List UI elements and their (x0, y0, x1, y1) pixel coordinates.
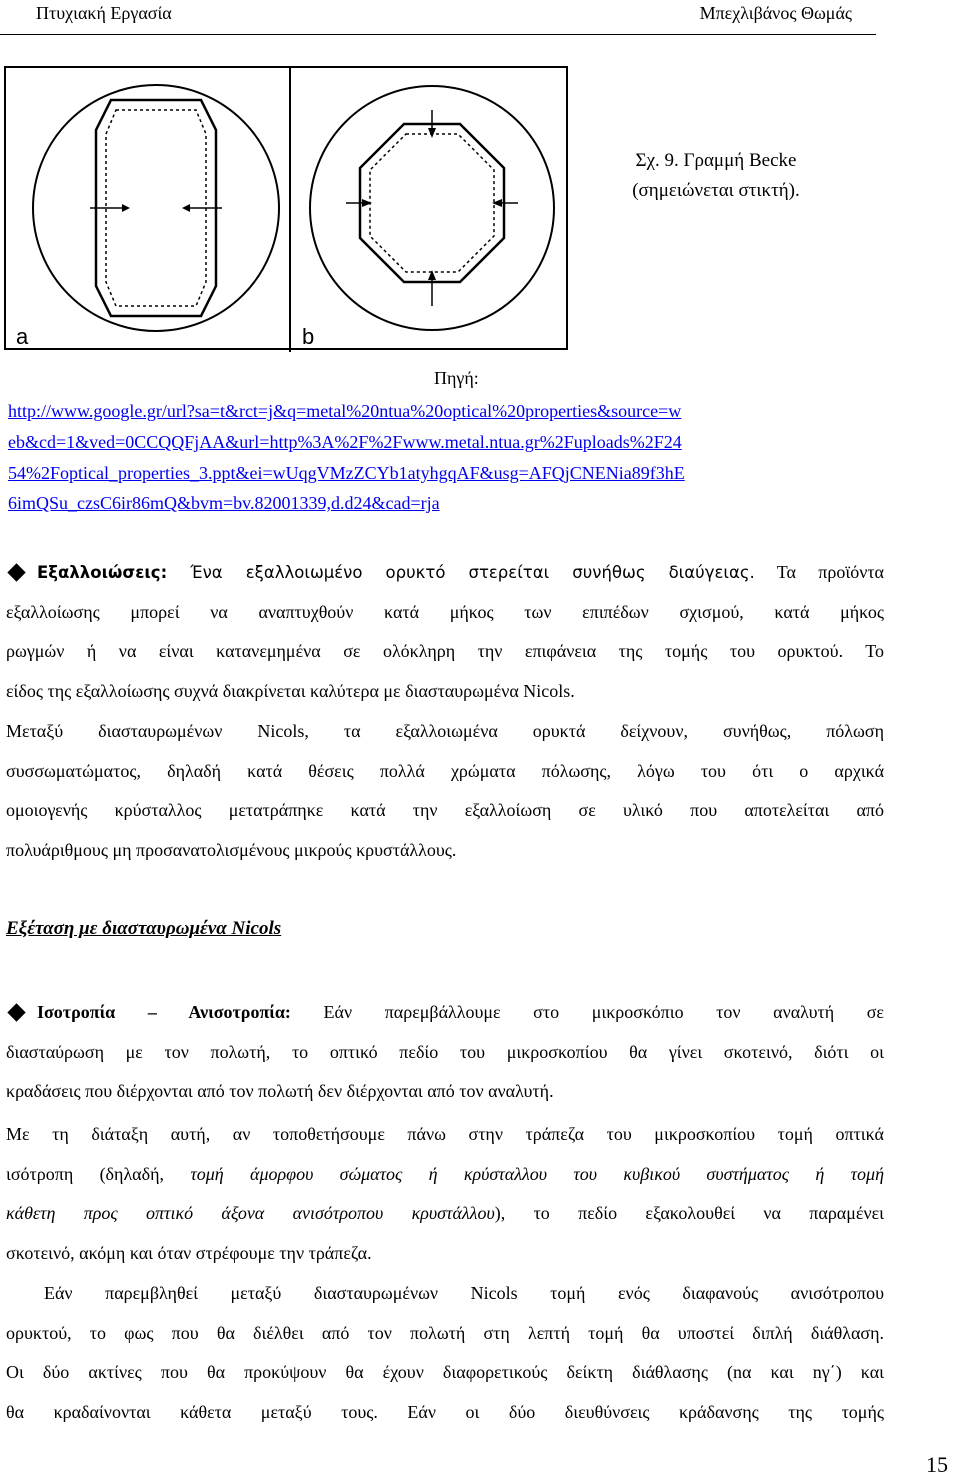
becke-line-b (370, 134, 494, 272)
arrangement-line: σκοτεινό, ακόμη και όταν στρέφουμε την τράπεζα. (6, 1242, 372, 1263)
crossed-line: ομοιογενής κρύσταλλος μετατράπηκε κατά την εξαλλοίωση σε υλικό που αποτελείται από (6, 800, 884, 820)
becke-line-figure (4, 66, 568, 350)
field-circle-a (33, 85, 279, 331)
source-label: Πηγή: (434, 368, 479, 388)
arrow-b-left (362, 199, 372, 207)
isotropy-intro: Εάν παρεμβάλλουμε στο μικροσκόπιο τον αναλυτή σε (323, 1002, 884, 1022)
arrow-b-top (428, 128, 436, 138)
crossed-line: συσσωματώματος, δηλαδή κατά θέσεις πολλά χρώματα πόλωσης, λόγω του ότι ο αρχικά (6, 760, 884, 781)
arrow-a-right (182, 204, 190, 212)
figure-caption (606, 146, 826, 206)
caption-line-2: (σημειώνεται στικτή). (632, 180, 800, 201)
anisotropic-line: Εάν παρεμβληθεί μεταξύ διασταυρωμένων Nicols τομή ενός διαφανούς ανισότροπου (44, 1283, 884, 1303)
diamond-bullet-icon (7, 1004, 25, 1022)
alteration-paragraph (6, 553, 884, 711)
source-url-line[interactable]: eb&cd=1&ved=0CCQQFjAA&url=http%3A%2F%2Fwww.metal.ntua.gr%2Fuploads%2F24 (8, 432, 682, 452)
becke-line-diagram (6, 68, 570, 352)
anisotropic-paragraph (6, 1274, 884, 1432)
alteration-intro: Ένα εξαλλοιωμένο ορυκτό στερείται συνήθως διαύγειας. (190, 563, 755, 582)
caption-line-1: Σχ. 9. Γραμμή Becke (635, 150, 797, 171)
crossed-nicols-paragraph (6, 712, 884, 870)
isotropy-line: κραδάσεις που διέρχονται από τον πολωτή δεν διέρχονται από τον αναλυτή. (6, 1081, 554, 1101)
alteration-line: είδος της εξαλλοίωσης συχνά διακρίνεται καλύτερα με διασταυρωμένα Nicols. (6, 680, 575, 701)
crossed-line: Μεταξύ διασταυρωμένων Nicols, τα εξαλλοιωμένα ορυκτά δείχνουν, συνήθως, πόλωση (6, 721, 884, 741)
source-url-line[interactable]: 6imQSu_czsC6ir86mQ&bvm=bv.82001339,d.d24&cad=rja (8, 493, 440, 513)
anisotropic-line: Οι δύο ακτίνες που θα προκύψουν θα έχουν διαφορετικούς δείκτη διάθλασης (nα και nγ΄) και (6, 1362, 884, 1382)
arrangement-line: Με τη διάταξη αυτή, αν τοποθετήσουμε πάνω στην τράπεζα του μικροσκοπίου τομή οπτικά (6, 1124, 884, 1144)
alteration-line: εξαλλοίωσης μπορεί να αναπτυχθούν κατά μήκος των επιπέδων σχισμού, κατά μήκος (6, 601, 884, 622)
arrangement-text: ), το πεδίο εξακολουθεί να παραμένει (494, 1203, 884, 1223)
diamond-bullet-icon (7, 564, 25, 582)
panel-label-b: b (302, 324, 315, 349)
arrangement-italic: τομή άμορφου σώματος ή κρύσταλλου του κυβικού συστήματος ή τομή (190, 1163, 884, 1184)
isotropy-line: διασταύρωση με τον πολωτή, το οπτικό πεδίο του μικροσκοπίου θα γίνει σκοτεινό, διότι οι (6, 1041, 884, 1062)
isotropy-heading: Ισοτροπία – Ανισοτροπία: (37, 1002, 291, 1022)
arrangement-italic: κάθετη προς οπτικό άξονα ανισότροπου κρυστάλλου (6, 1203, 495, 1223)
source-url-line[interactable]: http://www.google.gr/url?sa=t&rct=j&q=metal%20ntua%20optical%20properties&source=w (8, 401, 682, 421)
isotropy-paragraph (6, 993, 884, 1112)
anisotropic-line: ορυκτού, το φως που θα διέλθει από τον πολωτή στη λεπτή τομή θα υποστεί διπλή διάθλαση. (6, 1322, 884, 1343)
crossed-line: πολυάριθμους μη προσανατολισμένους μικρούς κρυστάλλους. (6, 839, 457, 860)
header-left-title: Πτυχιακή Εργασία (36, 3, 172, 23)
alteration-heading: Εξαλλοιώσεις: (37, 563, 168, 582)
panel-label-a: a (16, 324, 29, 349)
page-number: 15 (926, 1452, 948, 1477)
source-url-line[interactable]: 54%2Foptical_properties_3.ppt&ei=wUqgVMzZCYb1atyhgqAF&usg=AFQjCNENia89f3hE (8, 463, 685, 483)
header-right-author: Μπεχλιβάνος Θωμάς (699, 3, 852, 23)
arrangement-paragraph (6, 1115, 884, 1273)
alteration-line: ρωγμών ή να είναι κατανεμημένα σε ολόκληρη την επιφάνεια της τομής του ορυκτού. Το (6, 641, 884, 661)
arrangement-text: ισότροπη (δηλαδή, (6, 1163, 165, 1184)
alteration-intro-tail: Τα προϊόντα (776, 562, 884, 582)
arrow-a-left (122, 204, 130, 212)
anisotropic-line: θα κραδαίνονται κάθετα μεταξύ τους. Εάν οι δύο διευθύνσεις κράδανσης της τομής (6, 1401, 884, 1422)
crystal-outline-b (360, 124, 504, 282)
section-title: Εξέταση με διασταυρωμένα Nicols (6, 918, 282, 939)
header-rule (0, 34, 876, 35)
